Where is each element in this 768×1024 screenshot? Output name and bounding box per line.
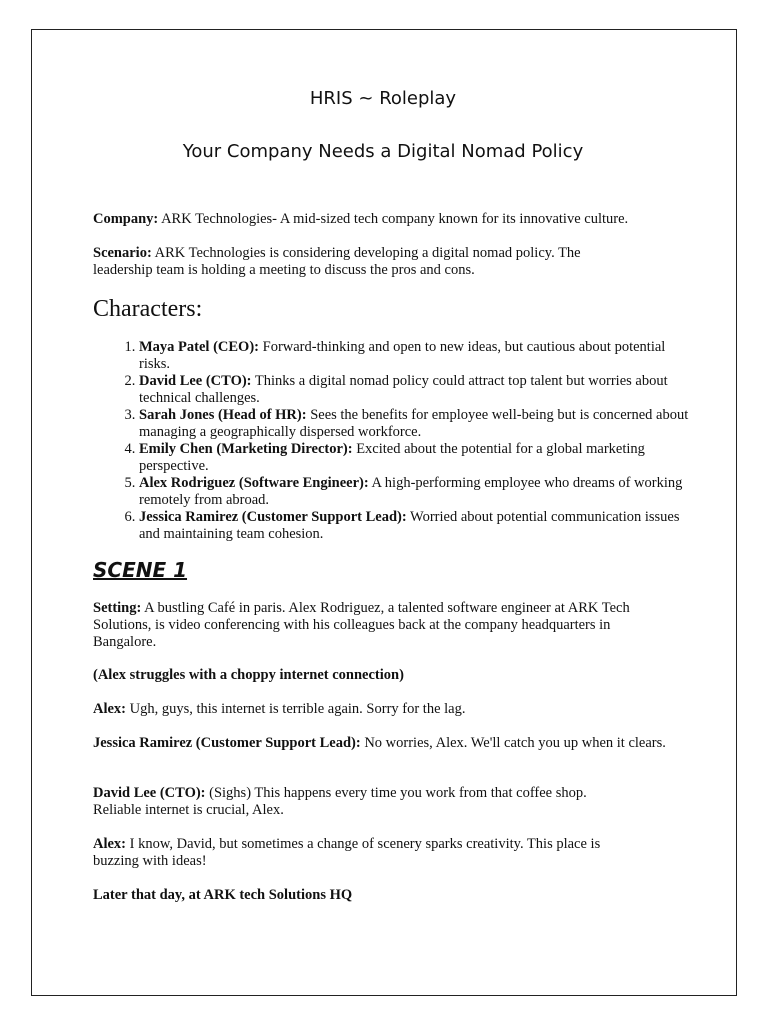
- dialogue-line: [93, 836, 648, 870]
- speaker-name: Jessica Ramirez (Customer Support Lead):: [93, 735, 361, 751]
- characters-heading: Characters:: [93, 296, 203, 322]
- stage-direction: (Alex struggles with a choppy internet connection): [93, 667, 404, 683]
- list-item: [139, 441, 699, 475]
- list-item: [139, 373, 699, 407]
- setting-text: A bustling Café in paris. Alex Rodriguez, a talented software engineer at ARK Tech Solutions, is video conferencing with his colleagues back at the company headquarters in Bangalore.: [93, 600, 630, 650]
- character-name: David Lee (CTO):: [139, 373, 252, 389]
- company-label: Company:: [93, 211, 159, 227]
- setting-label: Setting:: [93, 600, 142, 616]
- document-subtitle: Your Company Needs a Digital Nomad Policy: [182, 141, 584, 162]
- setting-paragraph: [93, 600, 658, 651]
- dialogue-line: [93, 785, 633, 819]
- character-desc: Excited about the potential for a global marketing perspective.: [139, 441, 645, 474]
- dialogue-line: [93, 701, 693, 718]
- list-item: [139, 339, 699, 373]
- list-item: [139, 509, 699, 543]
- closing-direction: Later that day, at ARK tech Solutions HQ: [93, 887, 353, 903]
- list-item: [139, 407, 699, 441]
- spoken-line: (Sighs) This happens every time you work from that coffee shop. Reliable internet is crucial, Alex.: [93, 785, 587, 818]
- characters-list: [93, 339, 699, 543]
- character-desc: A high-performing employee who dreams of working remotely from abroad.: [139, 475, 683, 508]
- character-name: Alex Rodriguez (Software Engineer):: [139, 475, 369, 491]
- speaker-name: David Lee (CTO):: [93, 785, 206, 801]
- spoken-line: Ugh, guys, this internet is terrible again. Sorry for the lag.: [126, 701, 466, 717]
- spoken-line: I know, David, but sometimes a change of scenery sparks creativity. This place is buzzing with ideas!: [93, 836, 601, 869]
- spoken-line: No worries, Alex. We'll catch you up when it clears.: [360, 735, 666, 751]
- speaker-name: Alex:: [93, 836, 127, 852]
- character-name: Emily Chen (Marketing Director):: [139, 441, 353, 457]
- company-paragraph: [93, 211, 693, 228]
- character-name: Sarah Jones (Head of HR):: [139, 407, 307, 423]
- document-title: HRIS ~ Roleplay: [309, 88, 457, 109]
- character-desc: Thinks a digital nomad policy could attract top talent but worries about technical challenges.: [139, 373, 668, 406]
- company-text: ARK Technologies- A mid-sized tech company known for its innovative culture.: [158, 211, 629, 227]
- scenario-label: Scenario:: [93, 245, 152, 261]
- scenario-paragraph: [93, 245, 633, 279]
- character-desc: Forward-thinking and open to new ideas, but cautious about potential risks.: [139, 339, 666, 372]
- speaker-name: Alex:: [93, 701, 127, 717]
- scenario-text: ARK Technologies is considering developing a digital nomad policy. The leadership team is holding a meeting to discuss the pros and cons.: [93, 245, 581, 278]
- character-name: Jessica Ramirez (Customer Support Lead):: [139, 509, 407, 525]
- character-name: Maya Patel (CEO):: [139, 339, 259, 355]
- character-desc: Worried about potential communication issues and maintaining team cohesion.: [139, 509, 680, 542]
- list-item: [139, 475, 699, 509]
- dialogue-line: [93, 735, 673, 752]
- character-desc: Sees the benefits for employee well-being but is concerned about managing a geographically dispersed workforce.: [139, 407, 689, 440]
- scene-heading: SCENE 1: [93, 558, 188, 582]
